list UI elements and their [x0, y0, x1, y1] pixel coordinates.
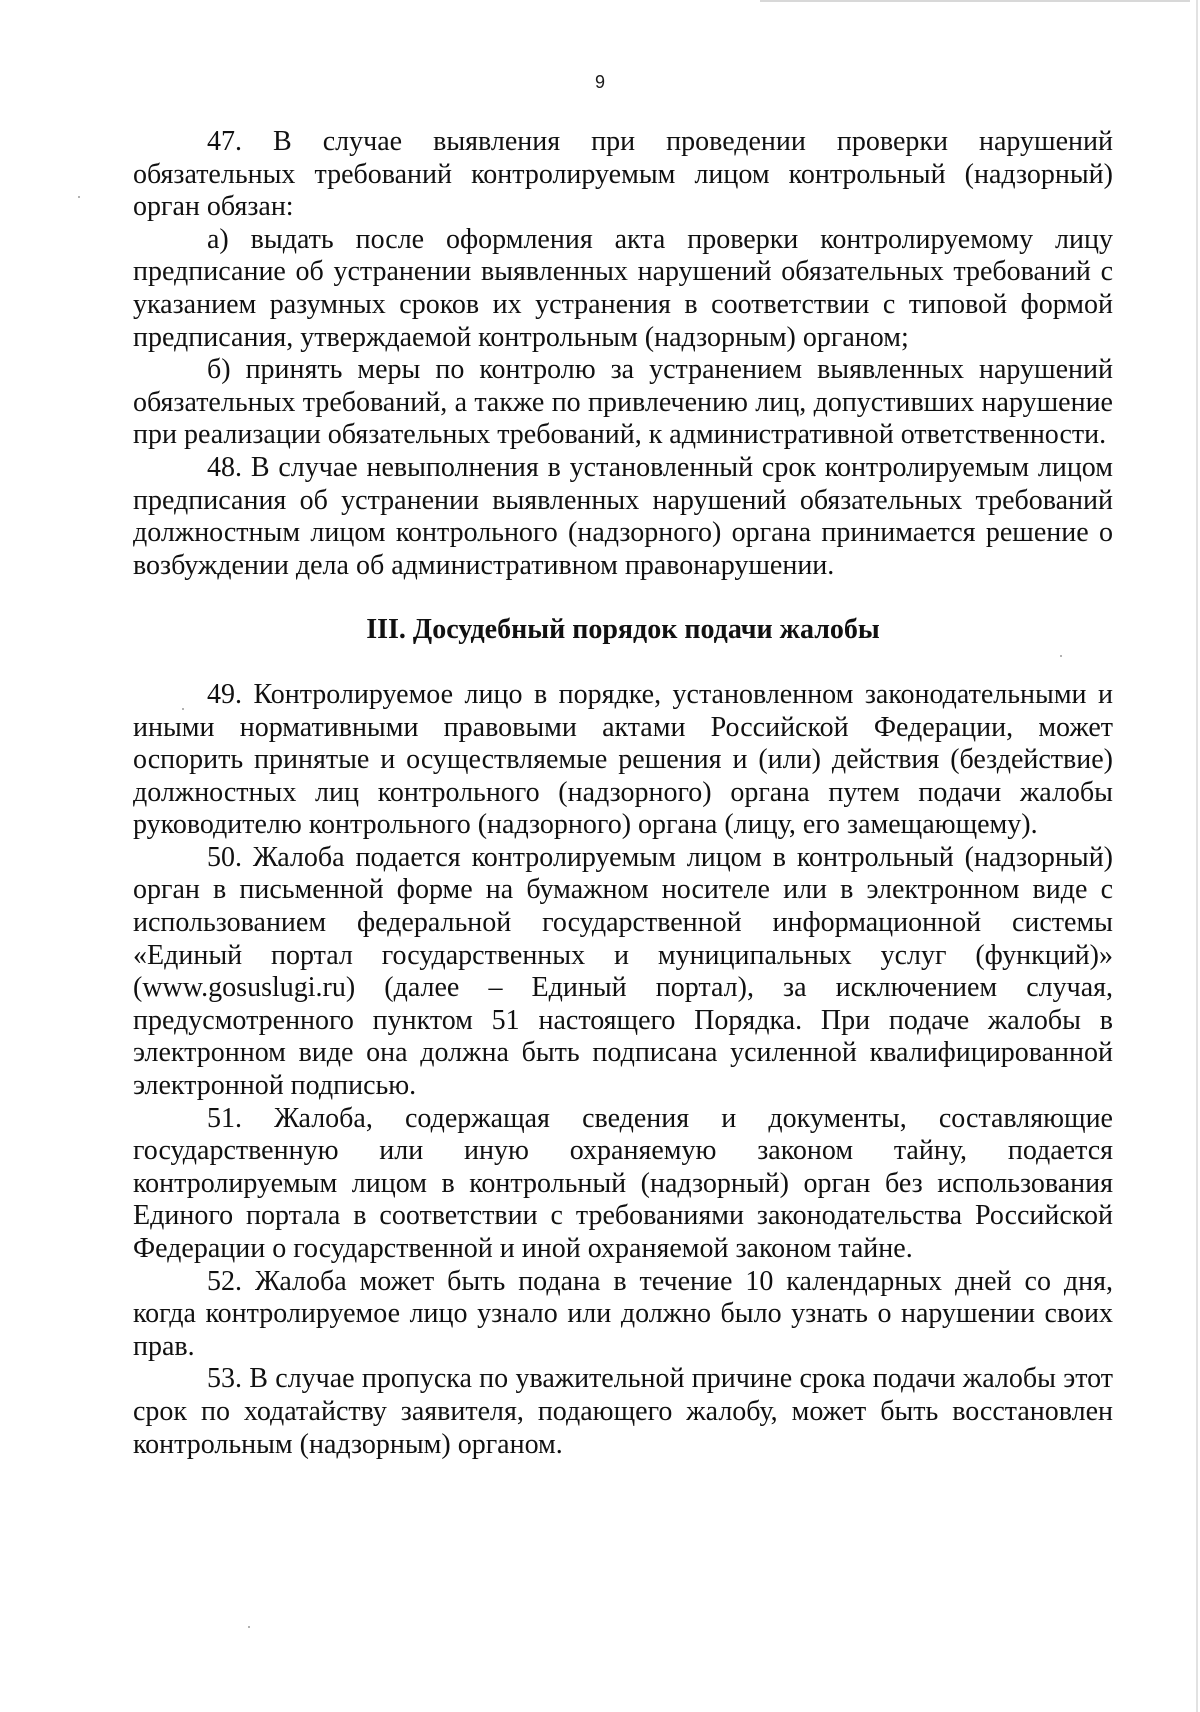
- scan-edge-right: [1196, 0, 1198, 1712]
- scan-speck: [182, 708, 184, 710]
- page-number: 9: [594, 72, 605, 92]
- paragraph-50: 50. Жалоба подается контролируемым лицом в контрольный (надзорный) орган в письменной форме на бумажном носителе или в электронном виде с использованием федеральной государственной информационной системы «Единый портал государственных и муниципальных услуг (функций)» (www.gosuslugi.ru) (далее – Единый портал), за исключением случая, предусмотренного пунктом 51 настоящего Порядка. При подаче жалобы в электронном виде она должна быть подписана усиленной квалифицированной электронной подписью.: [133, 841, 1113, 1102]
- paragraph-51: 51. Жалоба, содержащая сведения и документы, составляющие государственную или иную охраняемую законом тайну, подается контролируемым лицом в контрольный (надзорный) орган без использования Единого портала в соответствии с требованиями законодательства Российской Федерации о государственной и иной охраняемой законом тайне.: [133, 1102, 1113, 1264]
- paragraph-47b: б) принять меры по контролю за устранением выявленных нарушений обязательных требований, а также по привлечению лиц, допустивших нарушение при реализации обязательных требований, к административной ответственности.: [133, 354, 1113, 451]
- scan-speck: [1060, 655, 1062, 657]
- paragraph-48: 48. В случае невыполнения в установленный срок контролируемым лицом предписания об устранении выявленных нарушений обязательных требований должностным лицом контрольного (надзорного) органа принимается решение о возбуждении дела об административном правонарушении.: [133, 451, 1113, 581]
- section-heading: III. Досудебный порядок подачи жалобы: [366, 614, 880, 646]
- paragraph-53: 53. В случае пропуска по уважительной причине срока подачи жалобы этот срок по ходатайству заявителя, подающего жалобу, может быть восстановлен контрольным (надзорным) органом.: [133, 1363, 1113, 1460]
- document-body: [133, 126, 1113, 1461]
- scan-edge-top: [760, 0, 1190, 2]
- scan-speck: [248, 1626, 250, 1628]
- paragraph-52: 52. Жалоба может быть подана в течение 10 календарных дней со дня, когда контролируемое лицо узнало или должно было узнать о нарушении своих прав.: [133, 1265, 1113, 1362]
- scan-speck: [78, 196, 80, 198]
- paragraph-49: 49. Контролируемое лицо в порядке, установленном законодательными и иными нормативными правовыми актами Российской Федерации, может оспорить принятые и осуществляемые решения и (или) действия (бездействие) должностных лиц контрольного (надзорного) органа путем подачи жалобы руководителю контрольного (надзорного) органа (лицу, его замещающему).: [133, 678, 1113, 841]
- paragraph-47a: а) выдать после оформления акта проверки контролируемому лицу предписание об устранении выявленных нарушений обязательных требований с указанием разумных сроков их устранения в соответствии с типовой формой предписания, утверждаемой контрольным (надзорным) органом;: [133, 223, 1113, 353]
- paragraph-47: 47. В случае выявления при проведении проверки нарушений обязательных требований контролируемым лицом контрольный (надзорный) орган обязан:: [133, 126, 1113, 223]
